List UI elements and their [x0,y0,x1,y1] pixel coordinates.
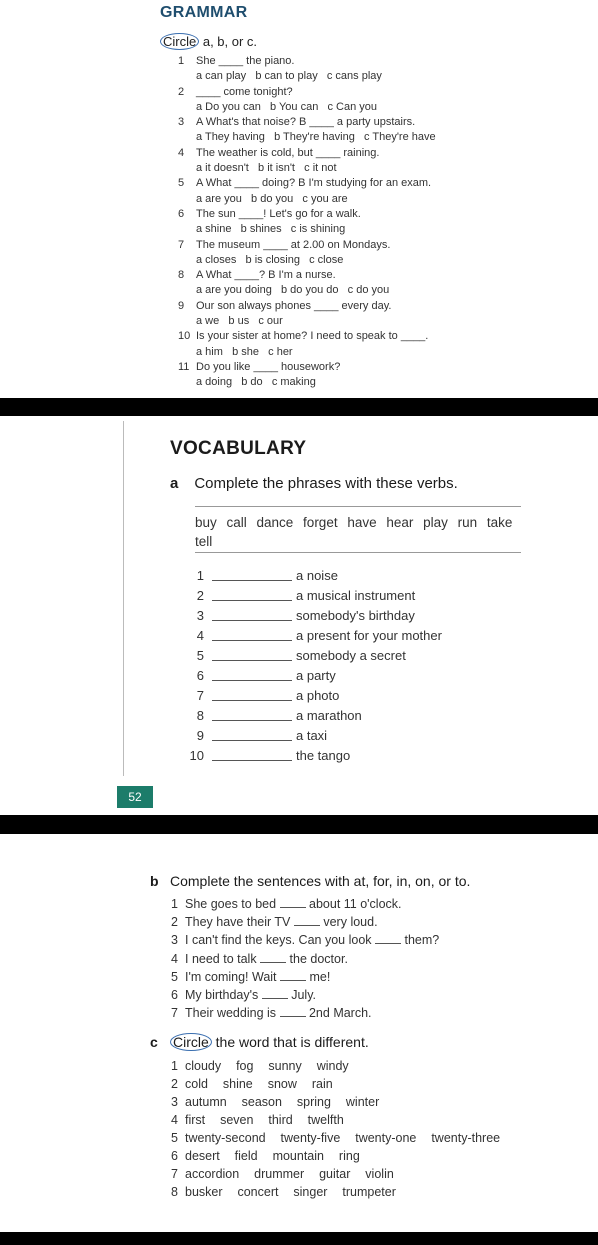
sentence-start: They have their TV [185,915,291,930]
page-divider [0,398,598,416]
grammar-question [178,115,578,130]
grammar-question [178,207,578,222]
answer-blank [212,709,292,721]
answer-blank [280,969,306,981]
sentence-start: My birthday's [185,988,259,1003]
item-number: 1 [196,567,204,583]
phrase-text: a party [296,667,336,683]
grammar-question [178,85,578,100]
exercise-a-letter: a [170,475,179,492]
question-text: Our son always phones ____ every day. [196,299,392,312]
answer-options: a Do you can b You can c Can you [196,100,378,113]
grammar-item [178,54,578,85]
sentence-row [171,931,439,949]
phrase-row [186,565,442,585]
item-number: 7 [171,1167,178,1181]
sentence-end: them? [404,933,440,948]
verb-box: buy call dance forget have hear play run take tell [195,515,513,549]
question-text: Do you like ____ housework? [196,360,341,373]
grammar-item [178,268,578,299]
question-text: A What ____ doing? B I'm studying for an exam. [196,177,432,190]
item-number: 9 [178,299,185,312]
question-text: She ____ the piano. [196,55,295,67]
word-group: cloudy fog sunny windy [185,1059,349,1073]
word-group-row [171,1111,501,1129]
word-group: first seven third twelfth [185,1113,344,1127]
grammar-item [178,207,578,238]
answer-blank [212,629,292,641]
word-group: desert field mountain ring [185,1149,360,1163]
word-group: busker concert singer trumpeter [185,1185,396,1199]
item-number: 11 [178,360,190,373]
item-number: 4 [171,1113,178,1127]
word-group-row [171,1165,501,1183]
answer-blank [280,1005,306,1017]
item-number: 1 [171,897,178,911]
phrase-row [186,645,442,665]
item-number: 8 [171,1185,178,1199]
sentence-start: She goes to bed [185,897,277,911]
question-text: A What ____? B I'm a nurse. [196,269,336,282]
item-number: 6 [178,207,185,220]
exercise-a-text: Complete the phrases with these verbs. [194,475,458,492]
item-number: 1 [171,1059,178,1073]
sentence-row [171,1004,439,1022]
grammar-question [178,54,578,69]
page-number-badge: 52 [117,786,153,808]
verb-box-bottom-rule [195,552,521,553]
exercise-c-instruction [150,1033,369,1051]
item-number: 9 [196,727,204,743]
grammar-instruction [160,33,257,50]
answer-blank [212,589,292,601]
item-number: 10 [178,330,191,343]
grammar-question [178,238,578,253]
item-number: 3 [171,933,178,948]
item-number: 7 [171,1006,178,1021]
sentence-start: I can't find the keys. Can you look [185,933,372,948]
question-text: A What's that noise? B ____ a party upstairs. [196,116,416,129]
item-number: 2 [196,587,204,603]
word-group: twenty-second twenty-five twenty-one twenty-three [185,1131,501,1145]
grammar-item [178,176,578,207]
item-number: 6 [171,1149,178,1163]
item-number: 4 [178,146,185,159]
answer-options: a we b us c our [196,315,283,328]
answer-options: a shine b shines c is shining [196,223,346,236]
grammar-question [178,146,578,161]
vocabulary-title: VOCABULARY [170,438,307,459]
word-group-row [171,1147,501,1165]
answer-options: a are you b do you c you are [196,192,348,205]
grammar-question [178,268,578,283]
item-number: 7 [178,238,185,251]
item-number: 10 [189,747,204,763]
phrase-text: a noise [296,567,338,583]
answer-options: a can play b can to play c cans play [196,70,382,83]
exercise-b-letter: b [150,873,159,889]
question-text: The museum ____ at 2.00 on Mondays. [196,238,391,251]
grammar-question [178,299,578,314]
item-number: 4 [196,627,204,643]
sentence-end: very loud. [323,915,378,930]
word-group: accordion drummer guitar violin [185,1167,394,1181]
question-text: Is your sister at home? I need to speak to ____. [196,330,429,343]
answer-options: a closes b is closing c close [196,253,344,266]
sentence-row [171,913,439,931]
grammar-item [178,360,578,391]
item-number: 8 [178,269,185,282]
question-text: The weather is cold, but ____ raining. [196,146,380,159]
answer-blank [212,569,292,581]
phrase-row [186,605,442,625]
answer-blank [375,932,401,944]
phrase-text: somebody a secret [296,647,406,663]
sentence-start: I need to talk [185,951,257,966]
phrase-row [186,705,442,725]
phrase-text: a musical instrument [296,587,416,603]
phrase-row [186,585,442,605]
item-number: 5 [171,969,178,984]
answer-options: a him b she c her [196,345,293,358]
circled-word: Circle [170,1033,212,1051]
item-number: 5 [171,1131,178,1145]
grammar-item [178,115,578,146]
grammar-question [178,176,578,191]
item-number: 3 [196,607,204,623]
answer-options: a it doesn't b it isn't c it not [196,162,337,175]
exercise-b-text: Complete the sentences with at, for, in, on, or to. [170,873,471,889]
answer-blank [212,749,292,761]
answer-blank [262,987,288,999]
item-number: 6 [196,667,204,683]
odd-one-out-list [171,1057,501,1201]
grammar-item [178,238,578,269]
sentence-row [171,895,439,913]
answer-options: a are you doing b do you do c do you [196,284,390,297]
margin-rule [123,421,124,776]
grammar-section [0,0,598,398]
grammar-item [178,146,578,177]
sentence-row [171,968,439,986]
answer-blank [260,951,286,963]
item-number: 6 [171,988,178,1003]
answer-options: a They having b They're having c They're have [196,131,436,144]
grammar-title: GRAMMAR [160,4,248,21]
item-number: 3 [178,116,185,129]
sentence-end: about 11 o'clock. [309,897,402,911]
sentence-start: Their wedding is [185,1006,277,1021]
answer-blank [212,649,292,661]
item-number: 5 [178,177,185,190]
sentence-end: me! [309,969,331,984]
sentence-row [171,950,439,968]
page-divider [0,1232,598,1245]
answer-blank [212,669,292,681]
phrase-row [186,685,442,705]
answer-blank [294,914,320,926]
word-group-row [171,1075,501,1093]
preposition-list [171,895,439,1022]
exercise-b-instruction [150,873,470,889]
exercise-a-instruction [170,475,458,492]
grammar-question [178,329,578,344]
grammar-item [178,299,578,330]
question-text: ____ come tonight? [196,85,293,98]
answer-blank [212,689,292,701]
item-number: 3 [171,1095,178,1109]
item-number: 8 [196,707,204,723]
answer-options: a doing b do c making [196,376,316,389]
verb-box-top-rule [195,506,521,507]
phrase-text: a taxi [296,727,328,743]
grammar-item [178,85,578,116]
answer-blank [212,609,292,621]
circled-word: Circle [160,33,199,50]
item-number: 2 [171,915,178,930]
sentence-end: the doctor. [289,951,348,966]
grammar-item [178,329,578,360]
word-group: cold shine snow rain [185,1077,333,1091]
phrase-text: a marathon [296,707,362,723]
phrase-text: a present for your mother [296,627,442,643]
phrase-row [186,665,442,685]
sentence-end: July. [291,988,316,1003]
item-number: 7 [196,687,204,703]
sentence-end: 2nd March. [308,1006,372,1021]
answer-blank [280,896,306,908]
item-number: 2 [171,1077,178,1091]
word-group-row [171,1093,501,1111]
grammar-list [178,54,578,391]
page-divider [0,815,598,834]
phrase-row [186,625,442,645]
item-number: 2 [178,85,185,98]
word-group-row [171,1183,501,1201]
phrase-list [186,565,442,765]
exercise-c-letter: c [150,1034,158,1050]
word-group-row [171,1057,501,1075]
item-number: 5 [196,647,204,663]
phrase-text: somebody's birthday [296,607,415,623]
word-group-row [171,1129,501,1147]
phrase-row [186,745,442,765]
question-text: The sun ____! Let's go for a walk. [196,207,361,220]
sentence-row [171,986,439,1004]
item-number: 4 [171,951,178,966]
phrase-row [186,725,442,745]
phrase-text: a photo [296,687,340,703]
item-number: 1 [178,55,185,67]
grammar-instruction-text: a, b, or c. [199,34,258,49]
phrase-text: the tango [296,747,351,763]
grammar-question [178,360,578,375]
answer-blank [212,729,292,741]
sentence-start: I'm coming! Wait [185,969,277,984]
exercise-c-text: the word that is different. [211,1034,369,1050]
word-group: autumn season spring winter [185,1095,380,1109]
